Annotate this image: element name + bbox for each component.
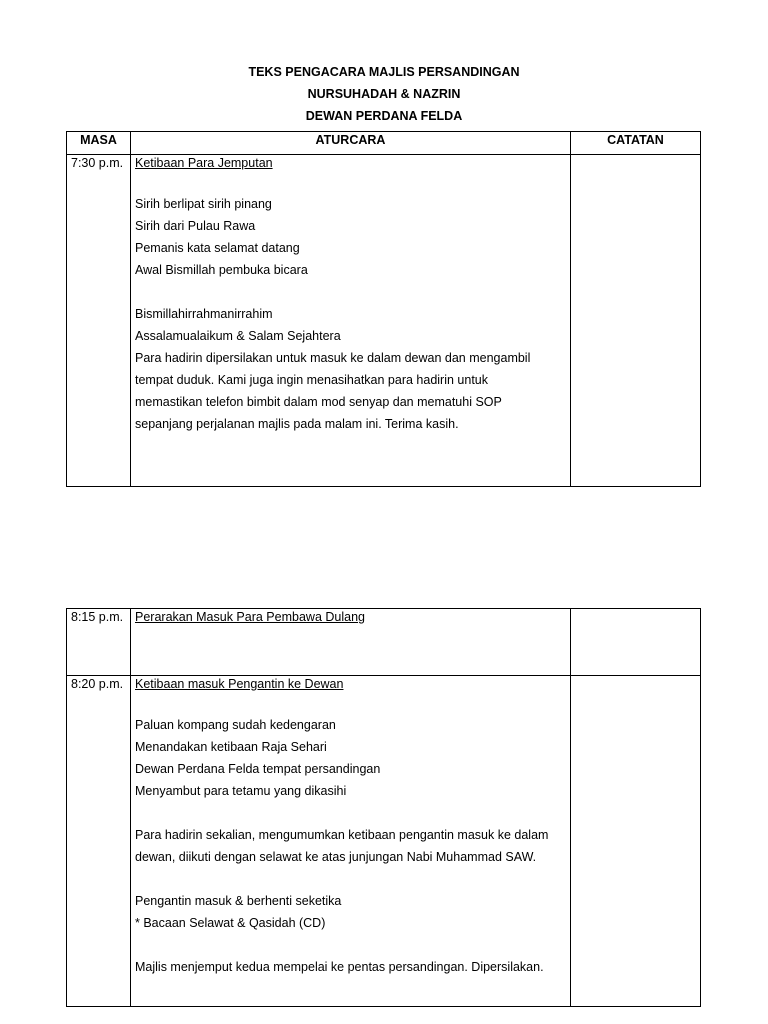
programme-line: * Bacaan Selawat & Qasidah (CD) [135,916,326,930]
programme-line: Awal Bismillah pembuka bicara [135,263,308,277]
programme-line: Sirih dari Pulau Rawa [135,219,256,233]
table-row [67,676,701,1007]
programme-line: sepanjang perjalanan majlis pada malam ini. Terima kasih. [135,417,459,431]
schedule-table-1 [66,131,701,487]
programme-line: Assalamualaikum & Salam Sejahtera [135,329,341,343]
programme-cell [131,609,571,676]
table-header-row [67,132,701,155]
time-cell: 8:20 p.m. [67,676,131,1007]
time-cell: 8:15 p.m. [67,609,131,676]
programme-cell [131,155,571,487]
programme-line: Bismillahirrahmanirrahim [135,307,273,321]
programme-line: Menandakan ketibaan Raja Sehari [135,740,327,754]
schedule-table-2 [66,608,701,1007]
notes-cell [571,155,701,487]
programme-line: memastikan telefon bimbit dalam mod senyap dan mematuhi SOP [135,395,502,409]
programme-line: Menyambut para tetamu yang dikasihi [135,784,347,798]
programme-line: Majlis menjemput kedua mempelai ke pentas persandingan. Dipersilakan. [135,960,544,974]
notes-cell [571,676,701,1007]
programme-line: Pemanis kata selamat datang [135,241,300,255]
programme-line: Sirih berlipat sirih pinang [135,197,272,211]
programme-line: Para hadirin sekalian, mengumumkan ketibaan pengantin masuk ke dalam [135,828,549,842]
programme-cell [131,676,571,1007]
programme-line: Dewan Perdana Felda tempat persandingan [135,762,381,776]
programme-heading: Ketibaan Para Jemputan [135,156,273,170]
programme-line: tempat duduk. Kami juga ingin menasihatkan para hadirin untuk [135,373,488,387]
programme-heading: Perarakan Masuk Para Pembawa Dulang [135,610,365,624]
programme-line: Pengantin masuk & berhenti seketika [135,894,342,908]
column-header-masa: MASA [67,132,131,155]
time-cell: 7:30 p.m. [67,155,131,487]
couple-names: NURSUHADAH & NAZRIN [307,87,461,101]
column-header-catatan: CATATAN [571,132,701,155]
table-row [67,609,701,676]
table-row [67,155,701,487]
programme-line: dewan, diikuti dengan selawat ke atas junjungan Nabi Muhammad SAW. [135,850,537,864]
programme-line: Paluan kompang sudah kedengaran [135,718,336,732]
document-title: TEKS PENGACARA MAJLIS PERSANDINGAN [248,65,520,79]
venue-name: DEWAN PERDANA FELDA [305,109,463,123]
programme-heading: Ketibaan masuk Pengantin ke Dewan [135,677,344,691]
notes-cell [571,609,701,676]
column-header-aturcara: ATURCARA [131,132,571,155]
programme-line: Para hadirin dipersilakan untuk masuk ke dalam dewan dan mengambil [135,351,531,365]
